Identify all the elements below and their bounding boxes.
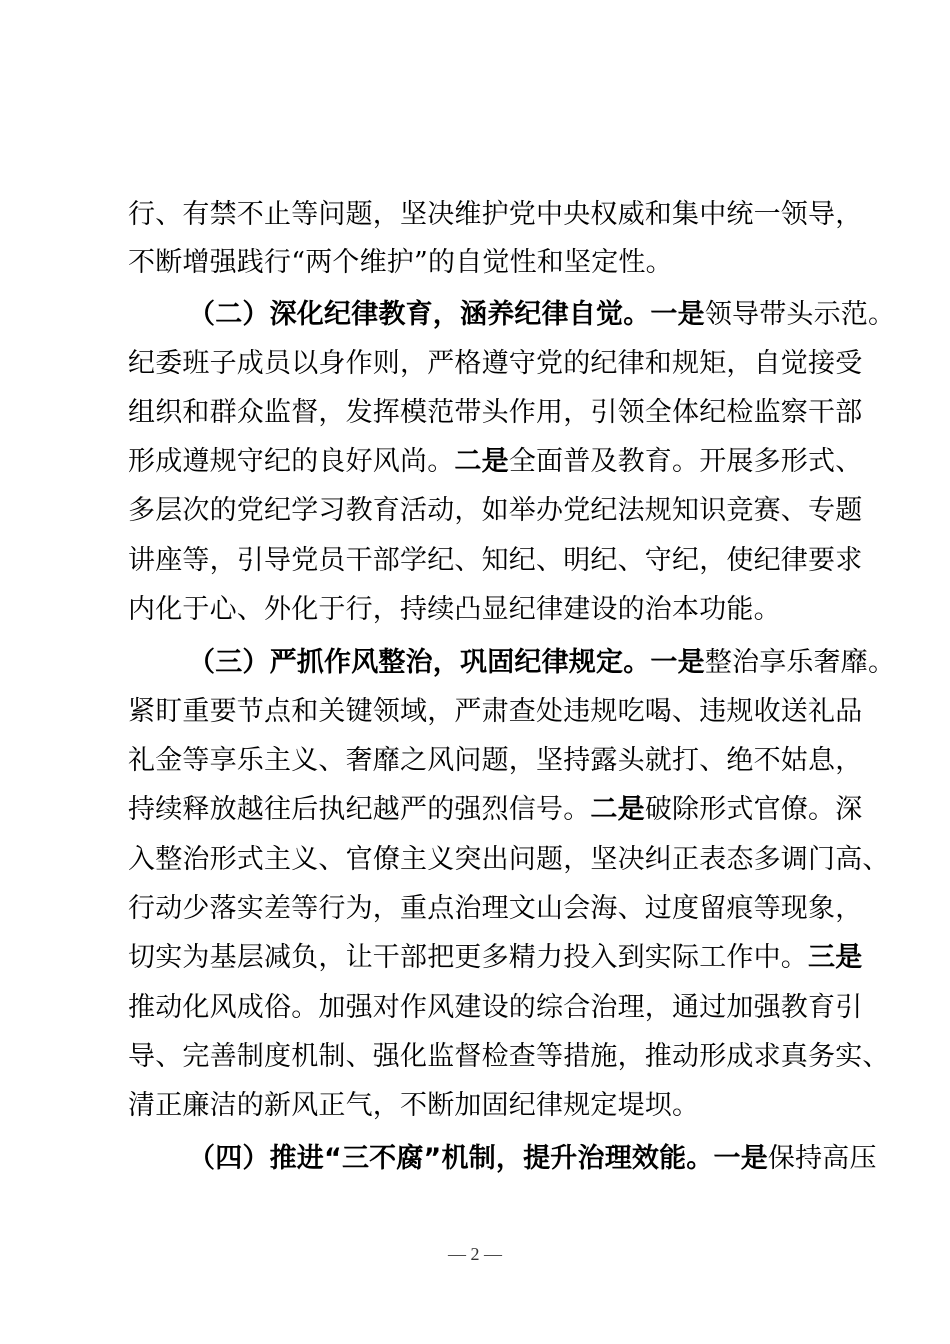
bold-text: 一是 bbox=[650, 299, 705, 330]
text-line bbox=[128, 445, 863, 479]
body-text: 形成遵规守纪的良好风尚。 bbox=[128, 446, 455, 477]
text-line bbox=[128, 494, 863, 528]
body-text: 清正廉洁的新风正气，不断加固纪律规定堤坝。 bbox=[128, 1090, 700, 1121]
body-text: 多层次的党纪学习教育活动，如举办党纪法规知识竞赛、专题 bbox=[128, 495, 863, 526]
bold-text: 二是 bbox=[454, 446, 509, 477]
text-line bbox=[128, 347, 863, 381]
body-text: 推动化风成俗。加强对作风建设的综合治理，通过加强教育引 bbox=[128, 992, 863, 1023]
body-text: 持续释放越往后执纪越严的强烈信号。 bbox=[128, 794, 591, 825]
body-text: 内化于心、外化于行，持续凸显纪律建设的治本功能。 bbox=[128, 594, 781, 625]
text-line bbox=[128, 695, 863, 729]
body-text: 整治享乐奢靡。 bbox=[704, 647, 896, 678]
body-text: 不断增强践行“两个维护”的自觉性和坚定性。 bbox=[128, 247, 673, 278]
text-line bbox=[128, 396, 863, 430]
text-line bbox=[128, 593, 848, 627]
body-text: 保持高压 bbox=[767, 1143, 877, 1174]
bold-text: 一是 bbox=[650, 647, 705, 678]
body-text: 领导带头示范。 bbox=[704, 299, 896, 330]
body-text: 行动少落实差等行为，重点治理文山会海、过度留痕等现象， bbox=[128, 893, 863, 924]
text-line bbox=[128, 941, 863, 975]
body-text: 导、完善制度机制、强化监督检查等措施，推动形成求真务实、 bbox=[128, 1041, 890, 1072]
text-line bbox=[128, 744, 863, 778]
body-text: 礼金等享乐主义、奢靡之风问题，坚持露头就打、绝不姑息， bbox=[128, 745, 863, 776]
page-number: — 2 — bbox=[448, 1244, 502, 1264]
section-heading-line bbox=[188, 1142, 877, 1176]
text-line bbox=[128, 544, 863, 578]
text-line bbox=[128, 793, 863, 827]
body-text: 组织和群众监督，发挥模范带头作用，引领全体纪检监察干部 bbox=[128, 397, 863, 428]
body-text: 破除形式官僚。深 bbox=[644, 794, 863, 825]
text-line bbox=[128, 991, 863, 1025]
text-line bbox=[128, 843, 890, 877]
section-heading-line bbox=[188, 298, 896, 332]
bold-text: 一是 bbox=[713, 1143, 768, 1174]
body-text: 讲座等，引导党员干部学纪、知纪、明纪、守纪，使纪律要求 bbox=[128, 545, 863, 576]
body-text: 纪委班子成员以身作则，严格遵守党的纪律和规矩，自觉接受 bbox=[128, 348, 863, 379]
text-line bbox=[128, 892, 863, 926]
text-line bbox=[128, 198, 863, 232]
bold-text: （四）推进“三不腐”机制，提升治理效能。 bbox=[188, 1143, 714, 1174]
bold-text: （二）深化纪律教育，涵养纪律自觉。 bbox=[188, 299, 651, 330]
body-text: 切实为基层减负，让干部把更多精力投入到实际工作中。 bbox=[128, 942, 808, 973]
text-line bbox=[128, 1089, 848, 1123]
section-heading-line bbox=[188, 646, 896, 680]
body-text: 行、有禁不止等问题，坚决维护党中央权威和集中统一领导， bbox=[128, 199, 863, 230]
text-line bbox=[128, 246, 848, 280]
text-line bbox=[128, 1040, 890, 1074]
bold-text: 二是 bbox=[590, 794, 645, 825]
body-text: 紧盯重要节点和关键领域，严肃查处违规吃喝、违规收送礼品 bbox=[128, 696, 863, 727]
body-text: 入整治形式主义、官僚主义突出问题，坚决纠正表态多调门高、 bbox=[128, 844, 890, 875]
body-text: 全面普及教育。开展多形式、 bbox=[508, 446, 863, 477]
bold-text: 三是 bbox=[808, 942, 863, 973]
bold-text: （三）严抓作风整治，巩固纪律规定。 bbox=[188, 647, 651, 678]
